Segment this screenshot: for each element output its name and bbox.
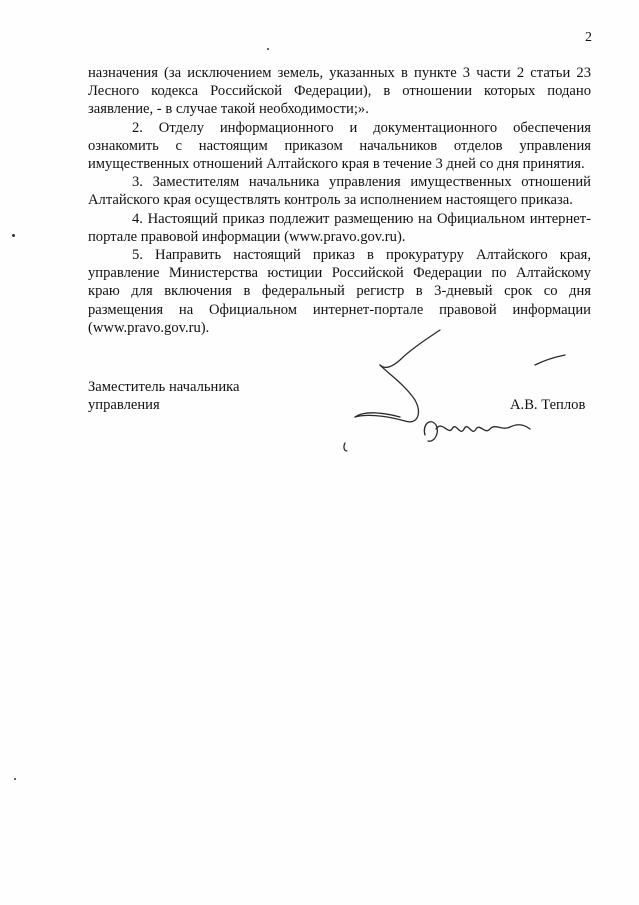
signer-name: А.В. Теплов bbox=[510, 397, 586, 413]
scan-speck bbox=[12, 234, 15, 237]
paragraph-item-5: 5. Направить настоящий приказ в прокуратуру Алтайского края, управление Министерства юстиции Российской Федерации по Алтайскому краю для включения в федеральный регистр в 3-дневый срок со дня размещения на Официальном интернет-портале правовой информации (www.pravo.gov.ru). bbox=[88, 247, 591, 336]
paragraph-continuation: назначения (за исключением земель, указанных в пункте 3 части 2 статьи 23 Лесного кодекса Российской Федерации), в отношении которых подано заявление, - в случае такой необходимости;». bbox=[88, 65, 591, 118]
document-body bbox=[88, 64, 591, 337]
signer-position-line-1: Заместитель начальника bbox=[88, 379, 240, 395]
paragraph-item-4: 4. Настоящий приказ подлежит размещению на Официальном интернет-портале правовой информации (www.pravo.gov.ru). bbox=[88, 210, 591, 245]
handwritten-signature-icon bbox=[330, 325, 580, 465]
scan-speck bbox=[14, 778, 16, 780]
paragraph-item-3: 3. Заместителям начальника управления имущественных отношений Алтайского края осуществлять контроль за исполнением настоящего приказа. bbox=[88, 174, 591, 209]
scan-speck bbox=[267, 48, 269, 50]
paragraph-item-2: 2. Отделу информационного и документационного обеспечения ознакомить с настоящим приказом начальников отделов управления имущественных отношений Алтайского края в течение 3 дней со дня принятия. bbox=[88, 119, 591, 173]
signer-position-line-2: управления bbox=[88, 397, 160, 414]
page-number: 2 bbox=[585, 30, 592, 45]
signer-position bbox=[88, 378, 240, 414]
